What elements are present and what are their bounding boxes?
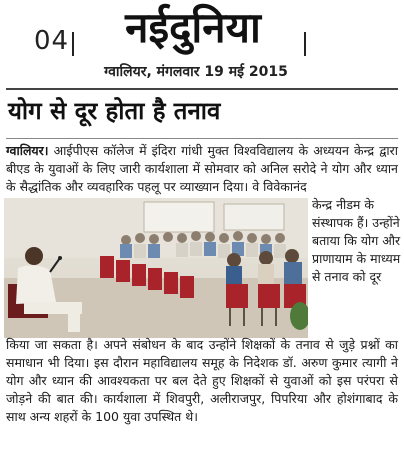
masthead-rule [6, 88, 398, 90]
article-paragraph-side: केन्द्र नीडम के संस्थापक हैं। उन्होंने बताया कि योग और प्राणायाम के माध्यम से तनाव को दूर [312, 197, 401, 284]
dateline: ग्वालियर, मंगलवार 19 मई 2015 [104, 64, 288, 80]
headline-rule [6, 138, 398, 139]
article-photo [4, 198, 308, 338]
divider [72, 32, 74, 56]
article-headline: योग से दूर होता है तनाव [8, 97, 221, 125]
location-tag: ग्वालियर। [6, 143, 49, 158]
newspaper-logo: नईदुनिया [125, 3, 261, 52]
page-number: 04 [34, 26, 70, 56]
divider [304, 32, 306, 56]
masthead [0, 0, 404, 92]
article-text-top: आईपीएस कॉलेज में इंदिरा गांधी मुक्त विश्वविद्यालय के अध्ययन केन्द्र द्वारा बीएड के युवाओं के लिए जारी कार्यशाला में सोमवार को अनिल सरोदे ने योग और ध्यान के सैद्धांतिक और व्यवहारिक पहलू पर व्याख्यान दिया। वे विवेकानंद [6, 143, 398, 194]
article-paragraph-bottom: किया जा सकता है। अपने संबोधन के बाद उन्होंने शिक्षकों के तनाव से जुड़े प्रश्नों का समाधान भी दिया। इस दौरान महाविद्यालय समूह के निदेशक डॉ. अरुण कुमार त्यागी ने योग और ध्यान की आवश्यकता पर बल देते हुए शिक्षकों से युवाओं को इस परंपरा से जोड़ने की बात की। कार्यशाला में शिवपुरी, अलीराजपुर, पिपरिया और होशंगाबाद के साथ अन्य शहरों के 100 युवा उपस्थित थे। [6, 337, 398, 424]
article-paragraph-top [6, 142, 398, 196]
